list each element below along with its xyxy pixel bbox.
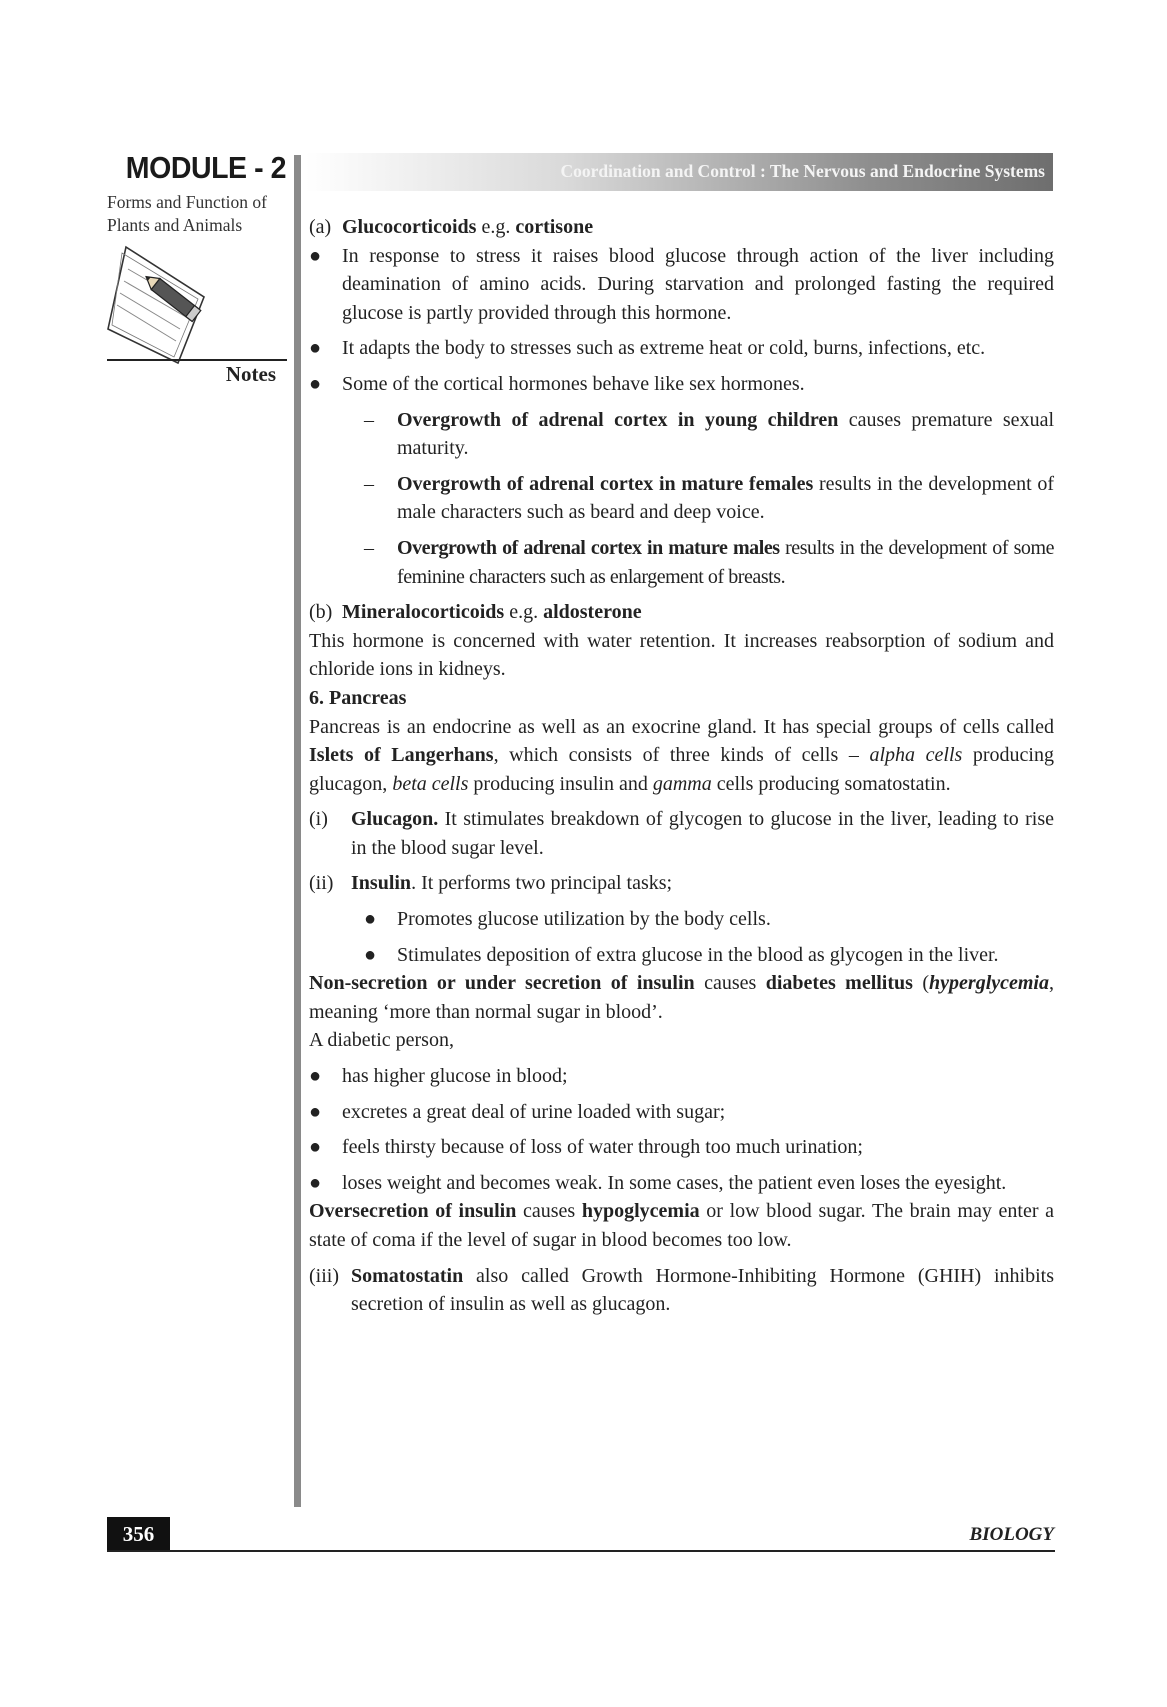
pancreas-text: cells producing somatostatin.: [711, 772, 951, 795]
insulin-term: Insulin: [351, 872, 412, 895]
subsection-b-marker: (b): [309, 601, 333, 624]
sub-list-item: [309, 470, 1054, 527]
non-secretion-paragraph: [309, 969, 1054, 1026]
module-subtitle-line2: Plants and Animals: [107, 215, 243, 235]
sub-item-text: results in the development of some feminine characters such as enlargement of breasts.: [397, 536, 1054, 588]
list-item: [309, 242, 1054, 328]
footer-subject: BIOLOGY: [969, 1524, 1054, 1545]
pancreas-text: Pancreas is an endocrine as well as an exocrine gland. It has special groups of cells called: [309, 715, 1054, 738]
paragraph-text: causes: [516, 1200, 582, 1223]
mineralocorticoids-term: Mineralocorticoids: [342, 601, 505, 624]
list-item-text: feels thirsty because of loss of water through too much urination;: [342, 1136, 863, 1159]
glucagon-text: It stimulates breakdown of glycogen to glucose in the liver, leading to rise in the blood sugar level.: [351, 808, 1054, 859]
insulin-task-text: Stimulates deposition of extra glucose in the blood as glycogen in the liver.: [397, 943, 999, 966]
list-item-text: loses weight and becomes weak. In some cases, the patient even loses the eyesight.: [342, 1171, 1007, 1194]
list-item-text: excretes a great deal of urine loaded with sugar;: [342, 1100, 726, 1123]
aldosterone-paragraph: This hormone is concerned with water retention. It increases reabsorption of sodium and chloride ions in kidneys.: [309, 629, 1054, 681]
somatostatin-marker: (iii): [309, 1264, 339, 1287]
somatostatin-text: also called Growth Hormone-Inhibiting Hormone (GHIH) inhibits secretion of insulin as well as glucagon.: [351, 1264, 1054, 1316]
beta-cells-term: beta cells: [392, 772, 469, 795]
bullet-icon: ●: [364, 908, 377, 931]
margin-bar: [294, 155, 301, 1507]
oversecretion-paragraph: [309, 1197, 1054, 1254]
gamma-term: gamma: [652, 772, 712, 795]
insulin-text: . It performs two principal tasks;: [411, 872, 673, 895]
pancreas-paragraph: [309, 713, 1054, 799]
non-secretion-term: Non-secretion or under secretion of insulin: [309, 972, 695, 995]
bullet-icon: ●: [309, 1171, 322, 1194]
diabetes-mellitus-term: diabetes mellitus: [765, 972, 913, 995]
glucagon-item: [309, 805, 1054, 862]
subsection-a-heading: [309, 213, 1054, 242]
pancreas-text: , which consists of three kinds of cells –: [493, 744, 870, 767]
pancreas-heading: 6. Pancreas: [309, 686, 407, 709]
chapter-header-band: [305, 153, 1053, 191]
chapter-header-title: Coordination and Control : The Nervous and Endocrine Systems: [560, 161, 1045, 181]
list-item-text: has higher glucose in blood;: [342, 1065, 568, 1088]
sub-item-text: results in the development of male characters such as beard and deep voice.: [397, 472, 1054, 524]
aldosterone-term: aldosterone: [543, 601, 642, 624]
list-item: [309, 1098, 1054, 1127]
pancreas-text: producing insulin and: [468, 772, 653, 795]
bullet-icon: ●: [309, 1100, 322, 1123]
list-item: [309, 1169, 1054, 1198]
bullet-icon: ●: [309, 244, 322, 267]
insulin-task-item: [309, 941, 1054, 970]
dash-icon: –: [364, 472, 374, 495]
hypoglycemia-term: hypoglycemia: [581, 1200, 700, 1223]
sub-item-bold: Overgrowth of adrenal cortex in young children: [397, 408, 839, 431]
page-content: [309, 213, 1054, 1319]
subsection-a-marker: (a): [309, 216, 332, 238]
diabetic-intro: A diabetic person,: [309, 1029, 454, 1052]
notes-pencil-icon: [106, 245, 214, 369]
list-item-text: In response to stress it raises blood glucose through action of the liver including deamination of amino acids. During starvation and prolonged fasting the required glucose is partly provided through this hormone.: [342, 244, 1054, 324]
page-number: 356: [107, 1517, 170, 1551]
somatostatin-term: Somatostatin: [351, 1264, 464, 1287]
eg-text: e.g.: [476, 216, 516, 238]
islets-term: Islets of Langerhans: [309, 744, 494, 767]
eg-text: e.g.: [504, 601, 544, 624]
glucocorticoids-term: Glucocorticoids: [342, 216, 477, 238]
paragraph-text: or low blood sugar. The brain may enter a state of coma if the level of sugar in blood becomes too low.: [309, 1200, 1055, 1251]
insulin-task-item: [309, 905, 1054, 934]
cortisone-term: cortisone: [515, 216, 594, 238]
sub-list-item: [309, 406, 1054, 463]
list-item: [309, 370, 1054, 399]
module-subtitle-line1: Forms and Function of: [107, 192, 267, 212]
bullet-icon: ●: [309, 1065, 322, 1088]
bullet-icon: ●: [364, 943, 377, 966]
paragraph-text: causes: [694, 972, 766, 995]
insulin-task-text: Promotes glucose utilization by the body cells.: [397, 908, 771, 931]
dash-icon: –: [364, 536, 374, 559]
pancreas-text: producing glucagon,: [309, 744, 1054, 795]
paragraph-text: (: [912, 972, 930, 995]
somatostatin-item: [309, 1262, 1054, 1319]
list-item-text: It adapts the body to stresses such as extreme heat or cold, burns, infections, etc.: [342, 337, 986, 360]
sub-item-bold: Overgrowth of adrenal cortex in mature females: [397, 472, 814, 495]
list-item: [309, 1133, 1054, 1162]
list-item: [309, 1062, 1054, 1091]
notes-rule: [107, 359, 287, 361]
module-title: MODULE - 2: [125, 150, 286, 185]
list-item: [309, 334, 1054, 363]
alpha-cells-term: alpha cells: [869, 744, 963, 767]
footer-rule: [107, 1550, 1055, 1552]
list-item-text: Some of the cortical hormones behave like sex hormones.: [342, 372, 805, 395]
bullet-icon: ●: [309, 372, 322, 395]
glucagon-marker: (i): [309, 808, 328, 831]
glucagon-term: Glucagon.: [351, 808, 439, 831]
bullet-icon: ●: [309, 337, 322, 360]
dash-icon: –: [364, 408, 374, 431]
notes-label: Notes: [225, 362, 276, 386]
sub-item-text: causes premature sexual maturity.: [397, 408, 1054, 460]
module-subtitle: [107, 191, 297, 237]
insulin-item: [309, 869, 1054, 898]
subsection-b-heading: [309, 598, 1054, 627]
hyperglycemia-term: hyperglycemia: [929, 972, 1049, 995]
sub-item-bold: Overgrowth of adrenal cortex in mature males: [397, 536, 780, 559]
insulin-marker: (ii): [309, 872, 334, 895]
paragraph-text: , meaning ‘more than normal sugar in blood’.: [309, 972, 1054, 1023]
bullet-icon: ●: [309, 1136, 322, 1159]
sub-list-item: [309, 534, 1054, 591]
oversecretion-term: Oversecretion of insulin: [309, 1200, 517, 1223]
